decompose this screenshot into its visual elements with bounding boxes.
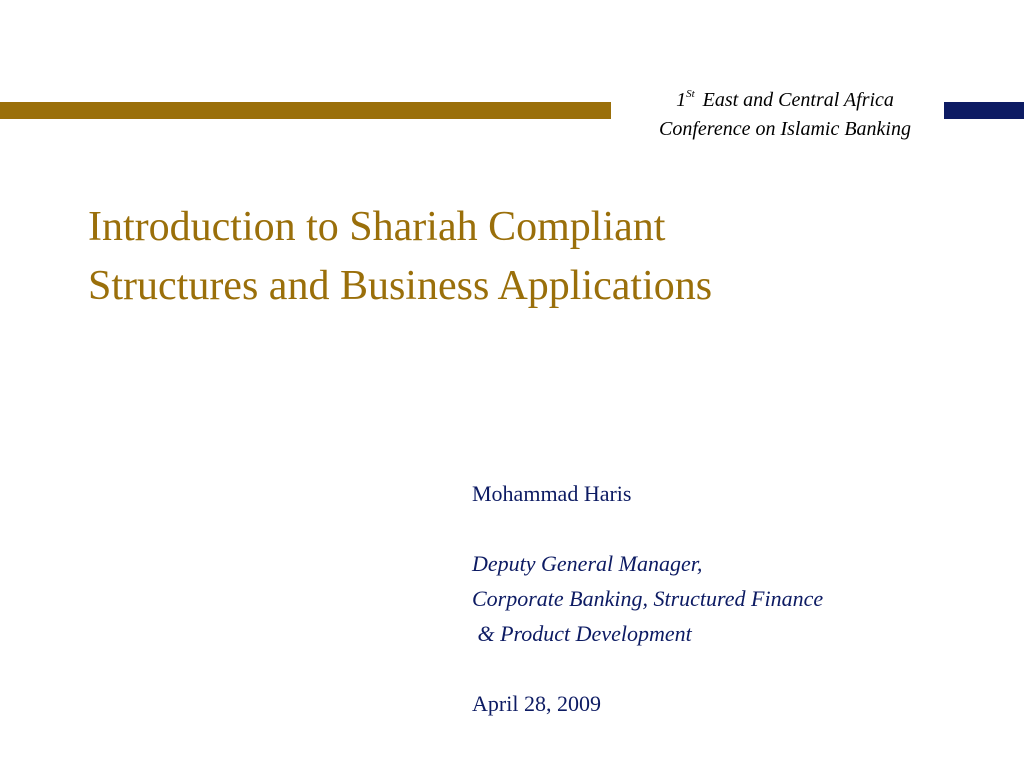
conference-ordinal: 1 [676,89,687,111]
slide-title [88,198,988,316]
presenter-role-line-2: Corporate Banking, Structured Finance [472,586,824,611]
conference-line-1-text: East and Central Africa [702,89,894,111]
conference-name [600,86,970,144]
presenter-role-line-1: Deputy General Manager, [472,551,703,576]
conference-ordinal-suffix: St [686,88,695,100]
presenter-block [472,476,1012,721]
conference-line-2: Conference on Islamic Banking [659,118,911,140]
gold-header-bar [0,102,611,119]
slide-title-line-2: Structures and Business Applications [88,263,713,309]
presenter-role-line-3: & Product Development [472,621,692,646]
presentation-date: April 28, 2009 [472,691,601,716]
slide-title-line-1: Introduction to Shariah Compliant [88,204,666,250]
conference-line-1 [600,86,970,115]
spacer [472,651,1012,686]
spacer [472,511,1012,546]
presenter-name: Mohammad Haris [472,481,632,506]
